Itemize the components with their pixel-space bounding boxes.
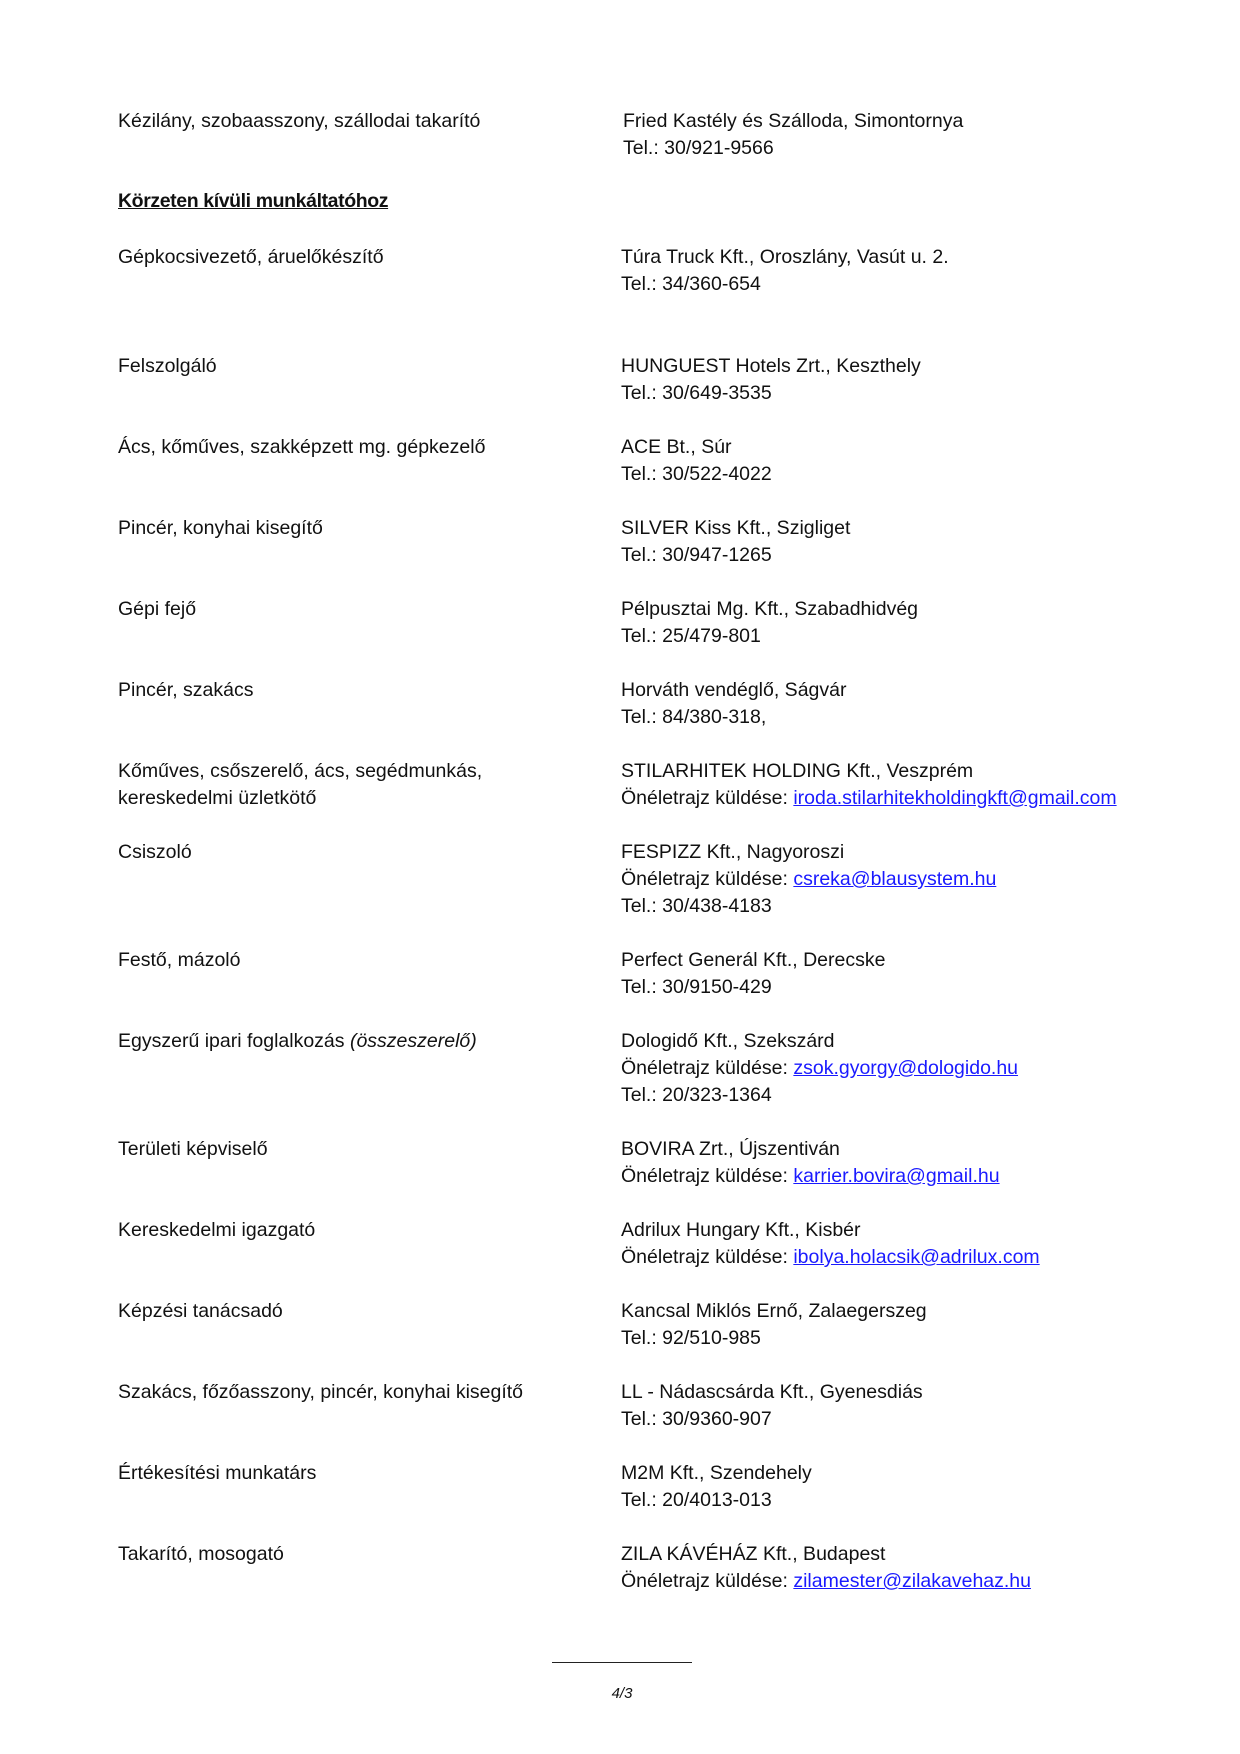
employer-name: Fried Kastély és Szálloda, Simontornya	[623, 110, 964, 132]
employer-name: LL - Nádascsárda Kft., Gyenesdiás	[621, 1381, 923, 1403]
employer-phone: Tel.: 20/4013-013	[621, 1489, 772, 1511]
job-title: Kereskedelmi igazgató	[118, 1219, 316, 1241]
job-title: Értékesítési munkatárs	[118, 1462, 317, 1484]
employer-info	[621, 1541, 1181, 1595]
employer-info	[621, 434, 1181, 488]
employer-info	[621, 1028, 1181, 1109]
employer-info	[621, 1136, 1181, 1190]
job-title: Kőműves, csőszerelő, ács, segédmunkás, kereskedelmi üzletkötő	[118, 760, 483, 809]
employer-name: ZILA KÁVÉHÁZ Kft., Budapest	[621, 1543, 886, 1565]
section-heading: Körzeten kívüli munkáltatóhoz	[118, 190, 389, 212]
employer-name: Pélpusztai Mg. Kft., Szabadhidvég	[621, 598, 919, 620]
employer-info	[621, 1298, 1181, 1352]
employer-name: Adrilux Hungary Kft., Kisbér	[621, 1219, 861, 1241]
cv-line: Önéletrajz küldése: ibolya.holacsik@adrilux.com	[621, 1246, 1040, 1268]
employer-phone: Tel.: 30/9150-429	[621, 976, 772, 998]
employer-phone: Tel.: 30/649-3535	[621, 382, 772, 404]
email-link[interactable]: iroda.stilarhitekholdingkft@gmail.com	[793, 787, 1117, 809]
job-title-italic: (összeszerelő)	[349, 1030, 477, 1052]
cv-line: Önéletrajz küldése: zilamester@zilakavehaz.hu	[621, 1570, 1031, 1592]
employer-phone: Tel.: 84/380-318,	[621, 706, 767, 728]
employer-info	[621, 1379, 1181, 1433]
employer-name: HUNGUEST Hotels Zrt., Keszthely	[621, 355, 921, 377]
employer-phone: Tel.: 30/9360-907	[621, 1408, 772, 1430]
employer-name: Dologidő Kft., Szekszárd	[621, 1030, 835, 1052]
email-link[interactable]: ibolya.holacsik@adrilux.com	[793, 1246, 1040, 1268]
employer-info	[621, 839, 1181, 920]
employer-phone: Tel.: 25/479-801	[621, 625, 761, 647]
cv-line: Önéletrajz küldése: csreka@blausystem.hu	[621, 868, 997, 890]
job-title: Pincér, konyhai kisegítő	[118, 517, 323, 539]
employer-phone: Tel.: 34/360-654	[621, 273, 761, 295]
employer-name: Túra Truck Kft., Oroszlány, Vasút u. 2.	[621, 246, 949, 268]
employer-info	[621, 1217, 1181, 1271]
cv-line: Önéletrajz küldése: zsok.gyorgy@dologido.hu	[621, 1057, 1019, 1079]
job-title: Felszolgáló	[118, 355, 217, 377]
job-title: Képzési tanácsadó	[118, 1300, 283, 1322]
employer-phone: Tel.: 92/510-985	[621, 1327, 761, 1349]
employer-info	[621, 515, 1181, 569]
employer-phone: Tel.: 20/323-1364	[621, 1084, 772, 1106]
job-title: Csiszoló	[118, 841, 192, 863]
job-title: Területi képviselő	[118, 1138, 268, 1160]
email-link[interactable]: karrier.bovira@gmail.hu	[793, 1165, 1000, 1187]
employer-phone: Tel.: 30/438-4183	[621, 895, 772, 917]
employer-info	[621, 1460, 1181, 1514]
job-title: Szakács, főzőasszony, pincér, konyhai kisegítő	[118, 1381, 524, 1403]
job-title: Pincér, szakács	[118, 679, 254, 701]
cv-line: Önéletrajz küldése: karrier.bovira@gmail.hu	[621, 1165, 1000, 1187]
cv-line: Önéletrajz küldése: iroda.stilarhitekholdingkft@gmail.com	[621, 787, 1117, 809]
page-number: 4/3	[611, 1685, 633, 1702]
employer-name: Horváth vendéglő, Ságvár	[621, 679, 847, 701]
job-title: Gépkocsivezető, áruelőkészítő	[118, 246, 384, 268]
employer-info	[621, 947, 1181, 1001]
employer-info	[621, 244, 1181, 298]
footer-divider	[552, 1662, 692, 1663]
employer-name: Perfect Generál Kft., Derecske	[621, 949, 886, 971]
employer-phone: Tel.: 30/921-9566	[623, 137, 774, 159]
employer-info	[623, 108, 1183, 162]
job-title: Egyszerű ipari foglalkozás (összeszerelő)	[118, 1030, 477, 1052]
employer-name: FESPIZZ Kft., Nagyoroszi	[621, 841, 845, 863]
job-title: Ács, kőműves, szakképzett mg. gépkezelő	[118, 436, 486, 458]
job-title: Festő, mázoló	[118, 949, 241, 971]
employer-name: M2M Kft., Szendehely	[621, 1462, 812, 1484]
job-title: Takarító, mosogató	[118, 1543, 284, 1565]
employer-name: ACE Bt., Súr	[621, 436, 732, 458]
job-title: Gépi fejő	[118, 598, 197, 620]
email-link[interactable]: csreka@blausystem.hu	[793, 868, 997, 890]
email-link[interactable]: zilamester@zilakavehaz.hu	[793, 1570, 1031, 1592]
employer-info	[621, 758, 1181, 812]
employer-phone: Tel.: 30/522-4022	[621, 463, 772, 485]
employer-info	[621, 596, 1181, 650]
employer-name: BOVIRA Zrt., Újszentiván	[621, 1138, 840, 1160]
employer-name: STILARHITEK HOLDING Kft., Veszprém	[621, 760, 974, 782]
employer-name: SILVER Kiss Kft., Szigliget	[621, 517, 851, 539]
email-link[interactable]: zsok.gyorgy@dologido.hu	[793, 1057, 1019, 1079]
job-title: Kézilány, szobaasszony, szállodai takarító	[118, 110, 481, 132]
employer-info	[621, 353, 1181, 407]
employer-phone: Tel.: 30/947-1265	[621, 544, 772, 566]
employer-name: Kancsal Miklós Ernő, Zalaegerszeg	[621, 1300, 927, 1322]
employer-info	[621, 677, 1181, 731]
